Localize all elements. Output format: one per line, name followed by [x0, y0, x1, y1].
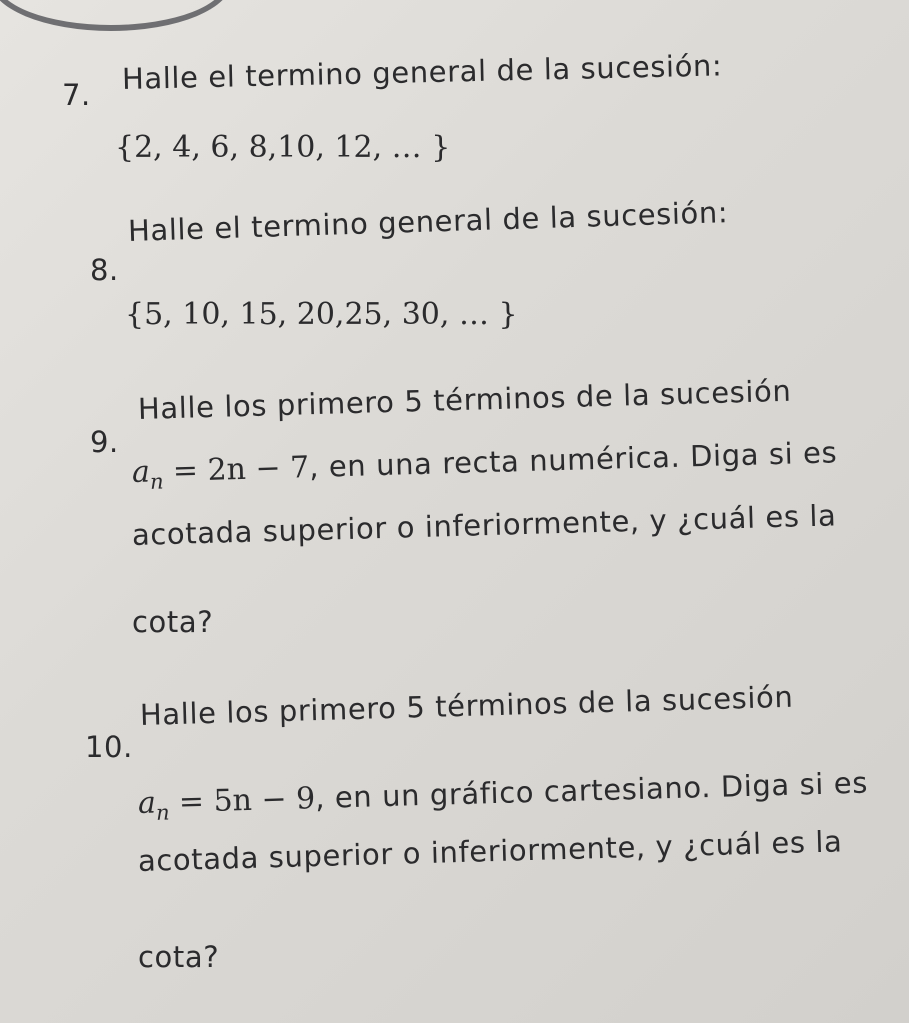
- question-7-text: Halle el termino general de la sucesión:: [121, 48, 723, 96]
- question-10-formula: $a_n = 5n - 9$: [137, 781, 316, 825]
- question-10-line-4: cota?: [138, 940, 220, 974]
- question-9-formula: $a_n = 2n - 7$: [131, 450, 310, 494]
- question-10-number: 10.: [85, 730, 133, 764]
- question-8-sequence: {5, 10, 15, 20,25, 30, … }: [125, 297, 518, 332]
- question-10-line-2-text: , en un gráfico cartesiano. Diga si es: [314, 765, 869, 816]
- question-8-number: 8.: [90, 253, 119, 287]
- question-10-line-2: [137, 766, 868, 826]
- question-10-line-3: acotada superior o inferiormente, y ¿cuál es la: [137, 824, 843, 878]
- question-9-line-2-text: , en una recta numérica. Diga si es: [308, 435, 838, 485]
- question-9-line-3: acotada superior o inferiormente, y ¿cuál es la: [131, 498, 837, 552]
- question-9-line-4: cota?: [132, 605, 214, 639]
- question-10-line-1: Halle los primero 5 términos de la sucesión: [139, 679, 794, 732]
- question-8-text: Halle el termino general de la sucesión:: [127, 195, 729, 248]
- question-7-number: 7.: [62, 78, 91, 112]
- question-7-sequence: {2, 4, 6, 8,10, 12, … }: [115, 130, 451, 165]
- question-9-line-1: Halle los primero 5 términos de la sucesión: [137, 373, 792, 426]
- question-9-number: 9.: [90, 425, 119, 459]
